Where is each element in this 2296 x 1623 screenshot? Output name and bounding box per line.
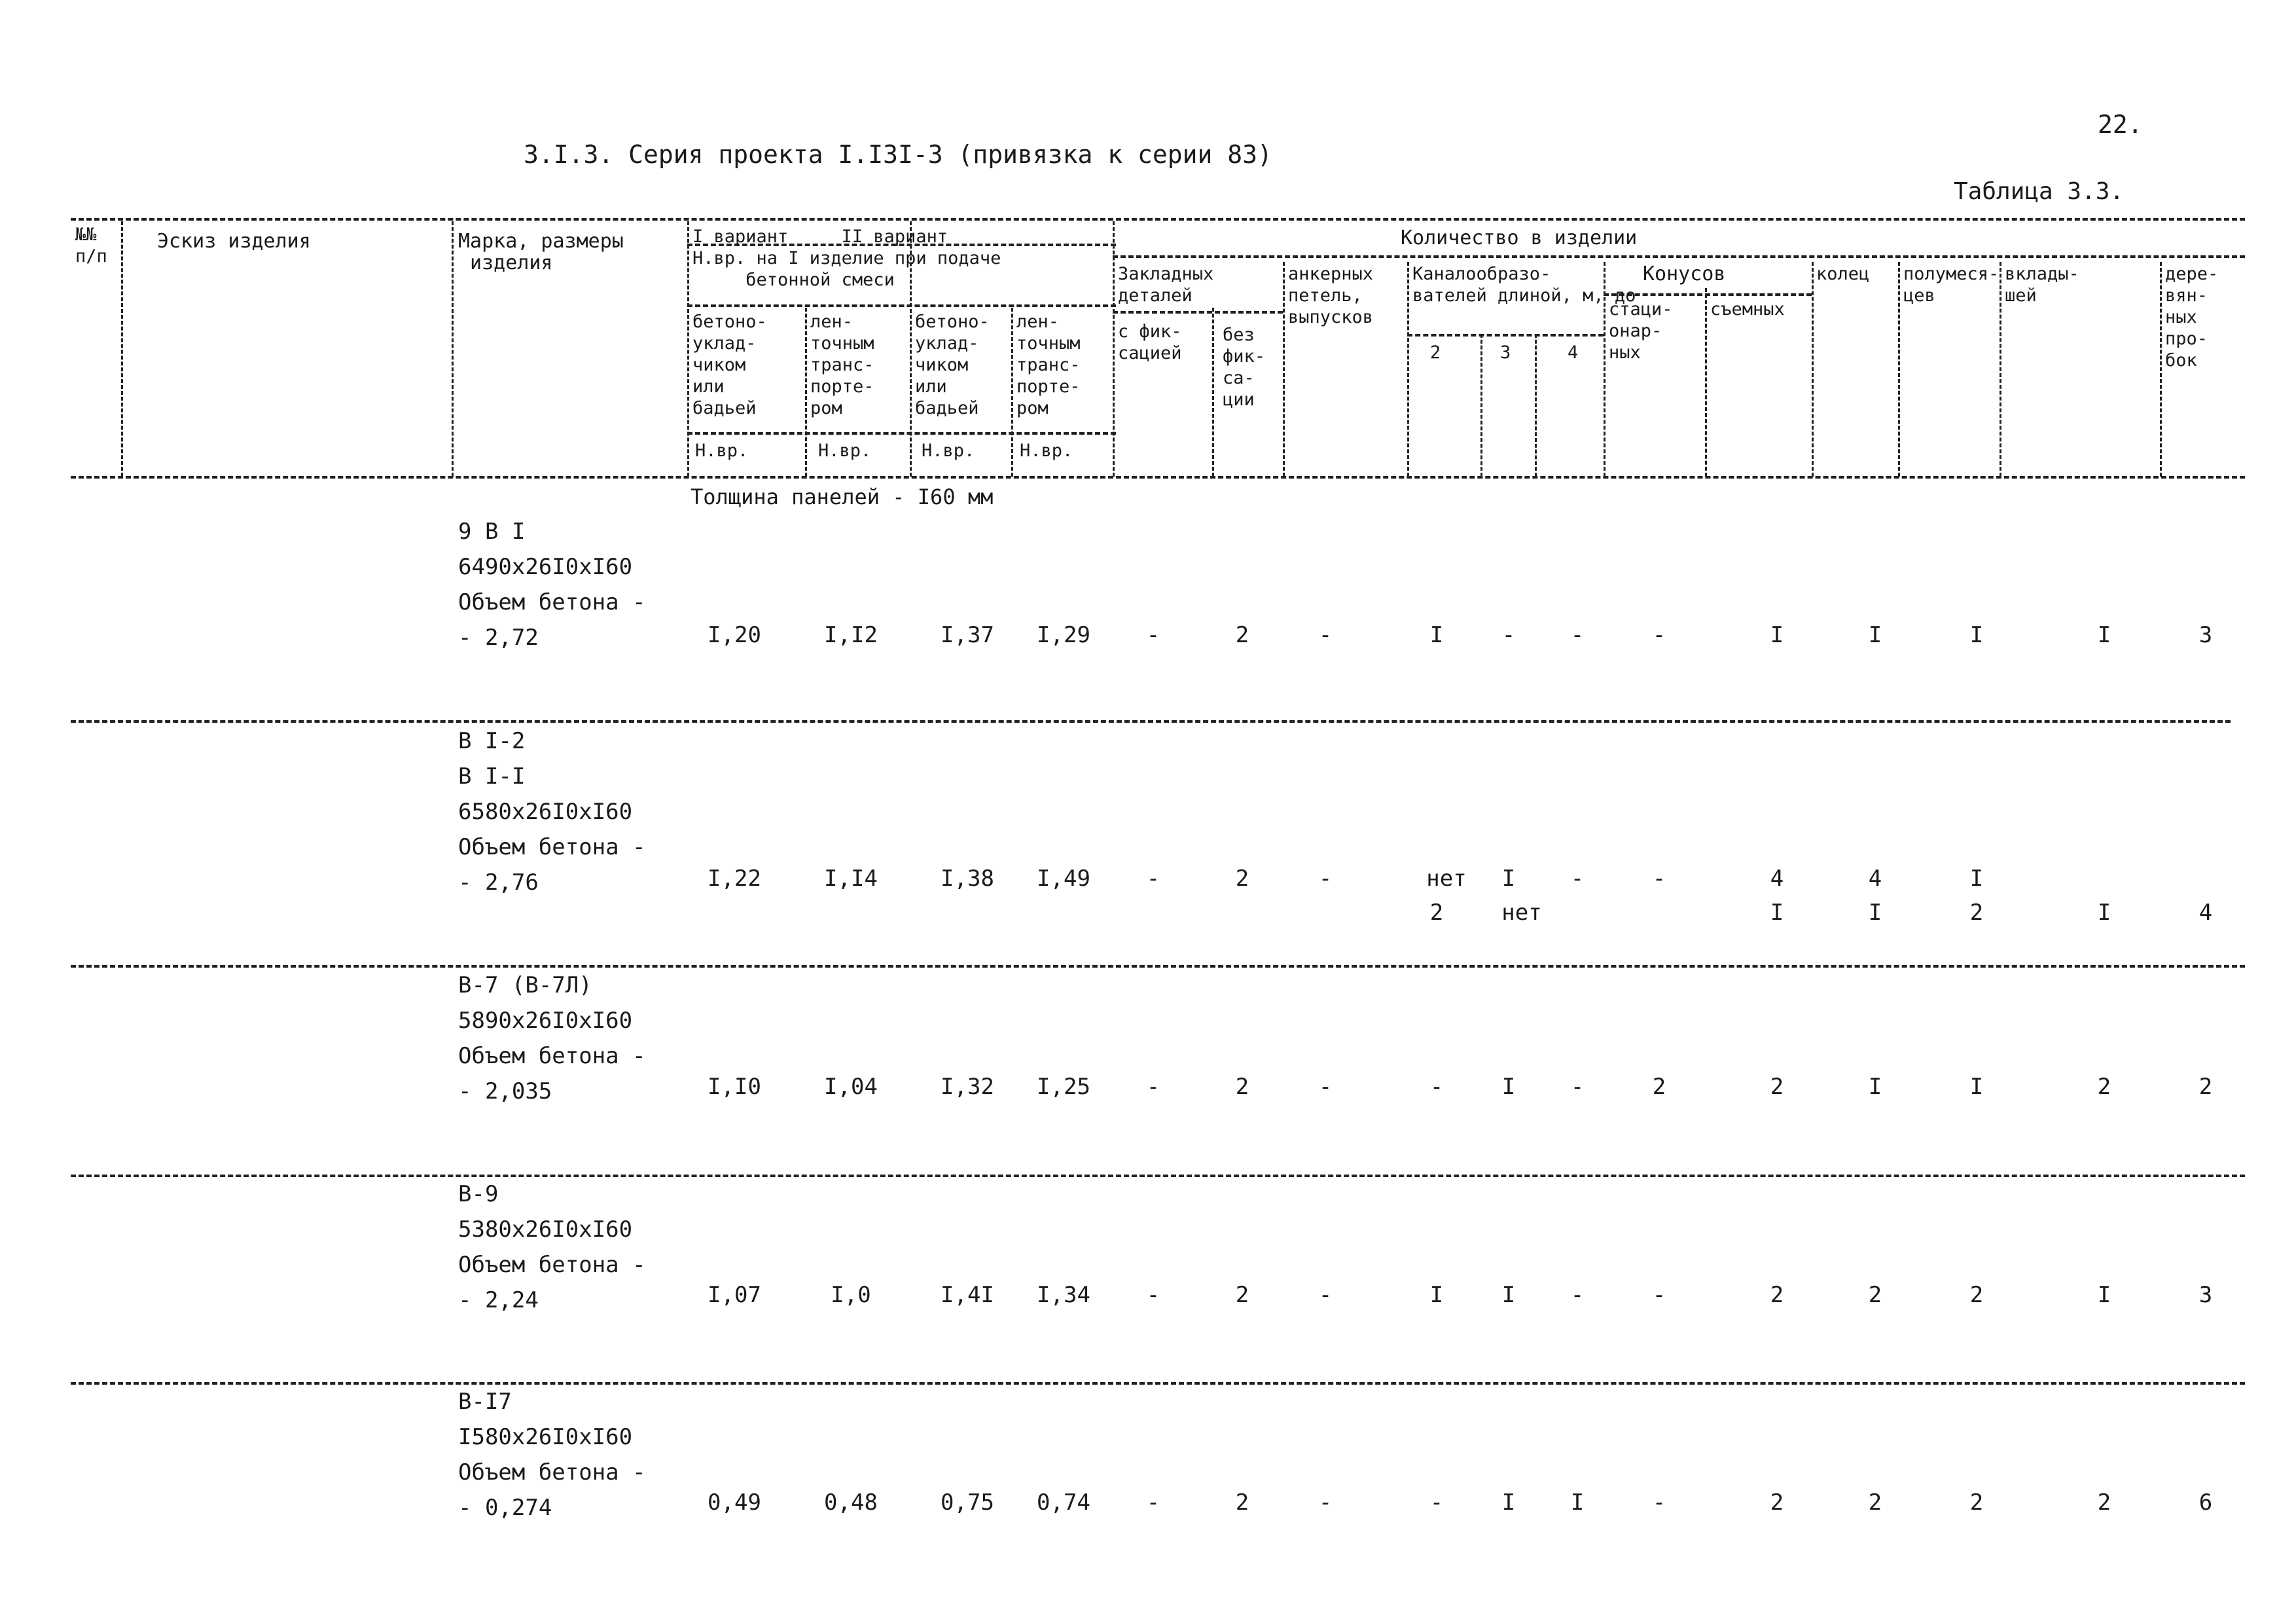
col-divider <box>1113 221 1115 477</box>
row-separator <box>71 965 2245 968</box>
header-kanal-4: 4 <box>1568 342 1579 363</box>
row-separator <box>71 720 2231 723</box>
row-4-mark: В-9 5380x26I0xI60 Объем бетона - - 2,24 <box>458 1181 646 1313</box>
col-divider <box>1011 308 1013 477</box>
col-divider <box>1283 262 1285 477</box>
col-divider <box>1705 288 1707 477</box>
section-title: 3.I.3. Серия проекта I.I3I-3 (привязка к серии 83) <box>524 140 1272 169</box>
header-s-fix: с фик- сацией <box>1118 321 1182 363</box>
col-divider <box>1407 262 1409 477</box>
header-semn: съемных <box>1710 299 1785 319</box>
header-kanal: Каналообразо- вателей длиной, м, до <box>1412 264 1636 306</box>
col-divider <box>1480 334 1482 477</box>
col-divider <box>1898 262 1900 477</box>
header-unit: Н.вр. <box>695 441 749 461</box>
header-inner-rule <box>1407 334 1604 337</box>
col-divider <box>452 221 454 477</box>
header-derev: дере- вян- ных про- бок <box>2165 264 2219 371</box>
header-variants: I вариант II вариант <box>692 227 948 247</box>
thickness-note: Толщина панелей - I60 мм <box>691 484 994 509</box>
header-lent-2: лен- точным транс- порте- ром <box>1016 312 1081 418</box>
header-vklad: вклады- шей <box>2005 264 2079 306</box>
header-sketch: Эскиз изделия <box>157 230 311 253</box>
header-mark: Марка, размеры изделия <box>458 230 624 274</box>
header-anker: анкерных петель, выпусков <box>1288 264 1374 327</box>
header-konusov: Конусов <box>1643 263 1726 285</box>
row-1-mark: 9 В I 6490x26I0xI60 Объем бетона - - 2,72 <box>458 519 646 651</box>
header-top-rule <box>71 218 2245 221</box>
col-divider <box>1812 262 1814 477</box>
header-inner-rule <box>1113 255 2245 258</box>
header-beton-1: бетоно- уклад- чиком или бадьей <box>692 312 767 418</box>
row-5-mark: В-I7 I580x26I0xI60 Объем бетона - - 0,274 <box>458 1389 646 1521</box>
col-divider <box>1212 308 1214 477</box>
col-divider <box>1535 334 1537 477</box>
table-label: Таблица 3.3. <box>1954 178 2125 205</box>
row-separator <box>71 1175 2245 1177</box>
header-unit: Н.вр. <box>922 441 975 461</box>
col-divider <box>687 221 689 477</box>
header-variants-sub: Н.вр. на I изделие при подаче бетонной смеси <box>692 248 1001 290</box>
col-divider <box>2160 262 2162 477</box>
header-inner-rule <box>687 432 1116 435</box>
header-inner-rule <box>1113 311 1283 314</box>
header-lent-1: лен- точным транс- порте- ром <box>810 312 874 418</box>
row-3-mark: В-7 (В-7Л) 5890x26I0xI60 Объем бетона - - 2,035 <box>458 972 646 1104</box>
col-divider <box>2000 262 2001 477</box>
header-zakl: Закладных деталей <box>1118 264 1214 306</box>
header-unit: Н.вр. <box>818 441 872 461</box>
row-separator <box>71 1382 2245 1385</box>
col-divider <box>805 308 807 477</box>
header-bez-fix: без фик- са- ции <box>1223 325 1266 410</box>
header-beton-2: бетоно- уклад- чиком или бадьей <box>915 312 990 418</box>
row-2-mark: В I-2 В I-I 6580x26I0xI60 Объем бетона - - 2,76 <box>458 728 646 896</box>
header-number: №№ п/п <box>75 225 107 266</box>
header-kanal-2: 2 <box>1430 342 1441 363</box>
header-kanal-3: 3 <box>1500 342 1511 363</box>
header-stac: стаци- онар- ных <box>1609 299 1673 363</box>
header-bottom-rule <box>71 476 2245 479</box>
col-divider <box>121 221 123 477</box>
header-unit: Н.вр. <box>1020 441 1073 461</box>
header-quantity: Количество в изделии <box>1401 227 1638 249</box>
page-number: 22. <box>2098 110 2143 139</box>
header-kolec: колец <box>1816 264 1870 284</box>
header-inner-rule <box>687 304 1116 307</box>
header-polumes: полумеся- цев <box>1903 264 2000 306</box>
